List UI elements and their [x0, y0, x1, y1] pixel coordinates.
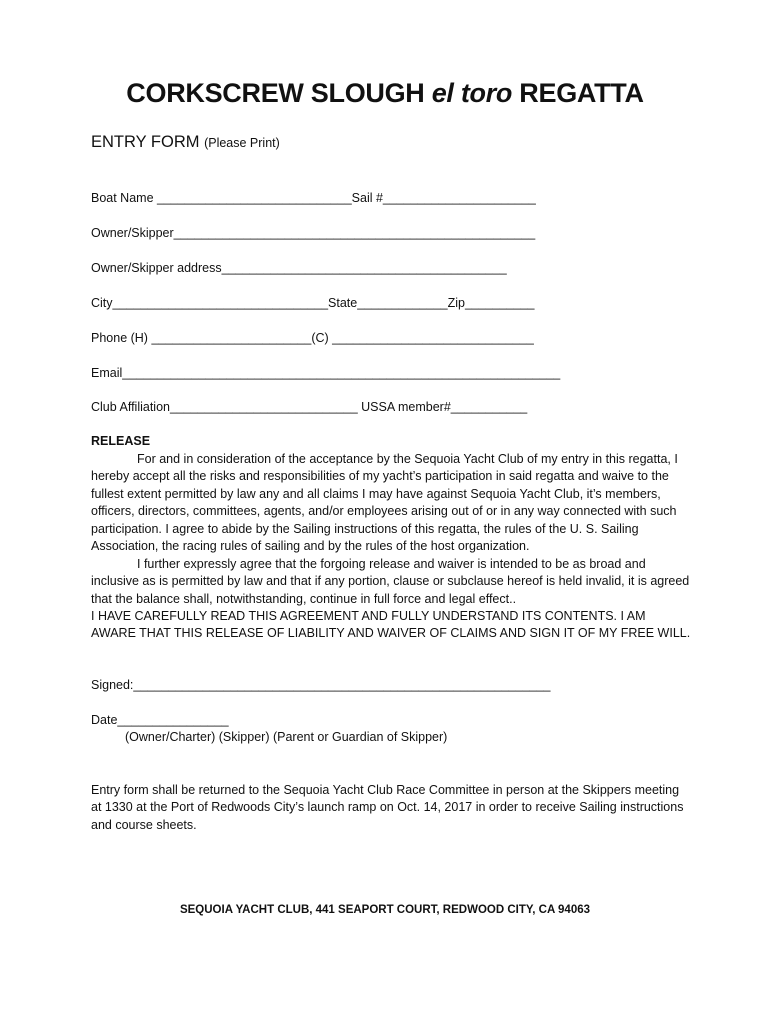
release-heading: RELEASE [91, 434, 151, 448]
phone-field[interactable]: Phone (H) _______________________(C) _____________________________ [91, 331, 534, 345]
club-address-footer: SEQUOIA YACHT CLUB, 441 SEAPORT COURT, REDWOOD CITY, CA 94063 [179, 904, 591, 916]
owner-skipper-field[interactable]: Owner/Skipper____________________________________________________ [91, 226, 536, 240]
email-field[interactable]: Email_______________________________________________________________ [91, 366, 561, 380]
return-instructions: Entry form shall be returned to the Sequoia Yacht Club Race Committee in person at the Skippers meeting at 1330 at the Port of Redwoods City’s launch ramp on Oct. 14, 2017 in order to receive Sailing instructions and course sheets. [91, 783, 684, 832]
date-field[interactable]: Date________________ [91, 713, 229, 727]
city-state-zip-field[interactable]: City_______________________________State_____________Zip__________ [91, 296, 535, 310]
title-part-1: CORKSCREW SLOUGH [126, 78, 432, 108]
page-title [0, 78, 770, 109]
owner-address-field[interactable]: Owner/Skipper address_________________________________________ [91, 261, 507, 275]
release-acknowledgement: I HAVE CAREFULLY READ THIS AGREEMENT AND FULLY UNDERSTAND ITS CONTENTS. I AM AWARE THAT THIS RELEASE OF LIABILITY AND WAIVER OF CLAIMS AND SIGN IT OF MY FREE WILL. [91, 609, 691, 641]
entry-form-heading [91, 133, 280, 152]
release-paragraph-2: I further expressly agree that the forgoing release and waiver is intended to be as broad and inclusive as is permitted by law and that if any portion, clause or subclause hereof is held invalid, it is agreed that the balance shall, notwithstanding, continue in full force and legal effect.. [91, 557, 690, 606]
entry-form-label: ENTRY FORM [91, 133, 200, 151]
boat-name-sail-field[interactable]: Boat Name ____________________________Sail #______________________ [91, 191, 536, 205]
signed-field[interactable]: Signed:____________________________________________________________ [91, 678, 551, 692]
title-italic: el toro [431, 78, 513, 108]
release-paragraph-1: For and in consideration of the acceptance by the Sequoia Yacht Club of my entry in this regatta, I hereby accept all the risks and responsibilities of my yacht’s participation in said regatta and waive to the fullest extent permitted by law any and all claims I may have against Sequoia Yacht Club, it’s members, officers, directors, committees, agents, and/or employees arising out of or in any way connected with such participation. I agree to abide by the Sailing instructions of this regatta, the rules of the U. S. Sailing Association, the racing rules of sailing and by the rules of the host organization. [91, 452, 678, 554]
please-print-note: (Please Print) [204, 136, 280, 150]
title-part-2: REGATTA [512, 78, 644, 108]
signer-roles: (Owner/Charter) (Skipper) (Parent or Guardian of Skipper) [125, 730, 448, 744]
club-affiliation-field[interactable]: Club Affiliation___________________________ USSA member#___________ [91, 400, 528, 414]
